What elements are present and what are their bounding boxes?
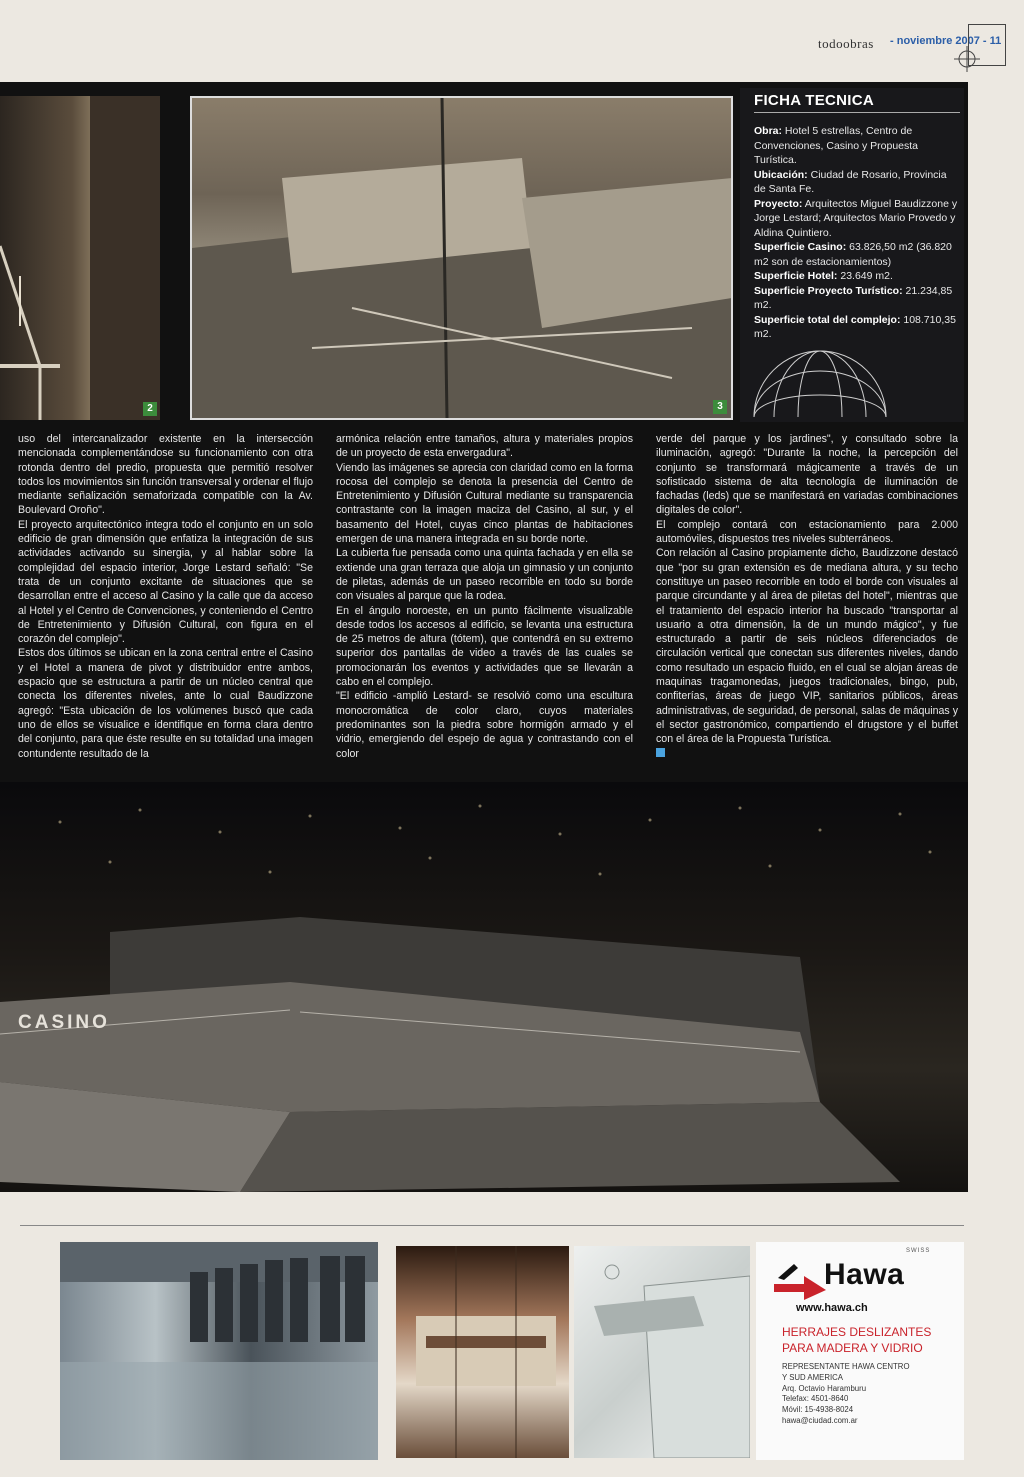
technical-sheet-title: FICHA TECNICA	[754, 92, 875, 109]
tagline-line-2: PARA MADERA Y VIDRIO	[782, 1341, 923, 1355]
photo-number-badge: 2	[143, 402, 157, 416]
advert-tagline	[782, 1324, 952, 1356]
article-column-2	[336, 432, 633, 761]
glass-door-illustration	[574, 1246, 750, 1458]
superficie-casino-value: 63.826,50 m2 (36.820 m2 son de estacionamientos)	[754, 241, 952, 268]
glass-partition-room-photo	[396, 1246, 569, 1458]
hawa-advertisement	[60, 1242, 964, 1460]
ubicacion-value: Ciudad de Rosario, Provincia de Santa Fe.	[754, 168, 947, 195]
paragraph: Viendo las imágenes se aprecia con claridad como en la forma rocosa del complejo se denota la presencia del Centro de Entretenimiento y Difusión Cultural mediante su transparencia contrastante con la imagen maciza del Casino, al sur, y el basamento del Hotel, cuyas cinco plantas de habitaciones emergen de una manera integrada en su borde norte.	[336, 461, 633, 546]
photo-number-badge: 3	[713, 400, 727, 414]
rep-line: Y SUD AMERICA	[782, 1372, 843, 1382]
casino-facade-sign: CASINO	[18, 1012, 110, 1033]
construction-site-photo-3	[190, 96, 733, 420]
paragraph: En el ángulo noroeste, en un punto fácilmente visualizable desde todos los accesos al edificio, se levanta una estructura de 25 metros de altura (tótem), que contendrá en su extremo superior dos pantallas de video a través de las cuales se promocionarán los eventos y actividades que se llevarán a cabo en el complejo.	[336, 604, 633, 689]
paragraph: uso del intercanalizador existente en la intersección mencionada complementándose su funcionamiento con otra rotonda dentro del predio, propuesta que permitió resolver todos los movimientos sin función transversal y ordenar el flujo mediante señalización semaforizada compatible con la Av. Boulevard Oroño".	[18, 433, 313, 517]
proyecto-label: Proyecto:	[754, 197, 803, 210]
interior-structure-illustration	[0, 96, 160, 420]
paragraph: armónica relación entre tamaños, altura y materiales propios de un proyecto de esta envergadura".	[336, 433, 633, 460]
rep-email: hawa@ciudad.com.ar	[782, 1415, 858, 1425]
advert-text-panel	[756, 1242, 964, 1460]
globe-wireframe-icon	[750, 333, 890, 417]
article-column-3	[656, 432, 958, 761]
technical-sheet-box	[740, 88, 964, 422]
paragraph: El proyecto arquitectónico integra todo el conjunto en un solo edificio de gran dimensión que enfatiza la integración de sus actividades activando su sinergia, y al hablar sobre la complejidad del espacio interior, Jorge Lestard señaló: "Se trata de un conjunto excitante de situaciones que se desarrollan entre el acceso al Casino y la calle que da acceso al Hotel y el Centro de Convenciones, y conteniendo el Centro de Entretenimiento y Difusión Cultural, con figura en el corazón del complejo".	[18, 518, 313, 646]
magazine-name: todoobras	[818, 36, 874, 51]
rep-mobile: Móvil: 15-4938-8024	[782, 1405, 854, 1415]
technical-sheet-body	[754, 124, 960, 342]
superficie-hotel-value: 23.649 m2.	[837, 270, 893, 282]
casino-building-illustration	[0, 782, 968, 1192]
paragraph: verde del parque y los jardines", y consultado sobre la iluminación, agregó: "Durante la noche, la percepción del conjunto se transformará mágicamente a través de un sofisticado sistema de alta tecnología de iluminación de fachadas (leds) que se manifestará en variadas combinaciones digitales de color".	[656, 433, 958, 517]
superficie-proyecto-label: Superficie Proyecto Turístico:	[754, 284, 903, 297]
obra-label: Obra:	[754, 125, 783, 137]
hawa-website: www.hawa.ch	[796, 1302, 868, 1314]
rep-contact-name: Arq. Octavio Haramburu	[782, 1383, 867, 1393]
sliding-panels-illustration	[60, 1242, 378, 1460]
sliding-panels-photo	[60, 1242, 378, 1460]
paragraph: El complejo contará con estacionamiento para 2.000 automóviles, dispuestos tres niveles subterráneos.	[656, 518, 958, 546]
paragraph: Con relación al Casino propiamente dicho, Baudizzone destacó que "por su gran extensión es de mediana altura, y su techo constituye un paseo recorrible en todo el borde con visuales al parque circundante y al área de piletas del hotel", mientras que el tratamiento del espacio interior ha buscado "transportar al usuario a otra dimensión, la de un mundo mágico", y fue estructurado a partir de seis núcleos diferenciados de circulación vertical que conectan sus diferentes niveles, dando como resultado un espacio fluido, en el cual se alojan áreas de maquinas tragamonedas, juegos tradicionales, bingo, pub, confiterías, áreas de juego VIP, sanitarios públicos, áreas administrativas, de seguridad, de personal, salas de máquinas y el sector gastronómico, compartiendo el drugstore y el buffet con el área de la Propuesta Turística.	[656, 547, 958, 746]
construction-site-illustration	[192, 98, 731, 418]
casino-night-render	[0, 782, 968, 1192]
hawa-arrow-logo-icon	[774, 1260, 826, 1300]
representative-info	[782, 1362, 957, 1427]
title-underline	[754, 112, 960, 113]
tagline-line-1: HERRAJES DESLIZANTES	[782, 1325, 932, 1339]
interior-photo-2	[0, 96, 160, 420]
glass-door-fitting-photo	[574, 1246, 750, 1458]
ubicacion-label: Ubicación:	[754, 168, 808, 181]
superficie-total-value: 108.710,35 m2.	[754, 313, 956, 340]
advert-divider	[20, 1225, 964, 1226]
article-column-1	[18, 432, 313, 761]
registration-mark-icon	[954, 46, 980, 72]
paragraph: "El edificio -amplió Lestard- se resolvió como una escultura monocromática de color claro, cuyos materiales predominantes son la piedra sobre hormigón armado y el vidrio, emergiendo del espejo de agua y contrastando con el color	[336, 690, 633, 760]
paragraph: Estos dos últimos se ubican en la zona central entre el Casino y el Hotel a manera de pivot y distribuidor entre ambos, espacio que se estructura a partir de un núcleo central que conecta los diferentes niveles, ante lo cual Baudizzone agregó: "Esta ubicación de los volúmenes buscó que cada uno de ellos se visualice e identifique en forma clara dentro del conjunto, para que éste resulte en su totalidad una imagen contundente resultado de la	[18, 647, 313, 760]
paragraph: La cubierta fue pensada como una quinta fachada y en ella se extiende una gran terraza que aloja un gimnasio y un conjunto de piletas, además de un paseo recorrible en todo su borde con visuales al parque que la rodea.	[336, 547, 633, 603]
proyecto-value: Arquitectos Miguel Baudizzone y Jorge Lestard; Arquitectos Mario Provedo y Aldina Quintiero.	[754, 197, 958, 239]
swiss-label: SWISS	[906, 1248, 931, 1254]
issue-date-page-number: - noviembre 2007 - 11	[890, 35, 1002, 47]
page-header	[800, 30, 1002, 54]
superficie-total-label: Superficie total del complejo:	[754, 313, 901, 326]
obra-value: Hotel 5 estrellas, Centro de Convenciones, Casino y Propuesta Turística.	[754, 125, 919, 166]
end-of-article-square-icon	[656, 748, 665, 757]
meeting-room-illustration	[396, 1246, 569, 1458]
superficie-hotel-label: Superficie Hotel:	[754, 270, 838, 282]
hawa-brand-logo: Hawa	[824, 1258, 905, 1291]
rep-line: REPRESENTANTE HAWA CENTRO	[782, 1362, 910, 1371]
superficie-proyecto-value: 21.234,85 m2.	[754, 284, 953, 311]
superficie-casino-label: Superficie Casino:	[754, 241, 847, 253]
rep-telefax: Telefax: 4501-8640	[782, 1394, 849, 1404]
